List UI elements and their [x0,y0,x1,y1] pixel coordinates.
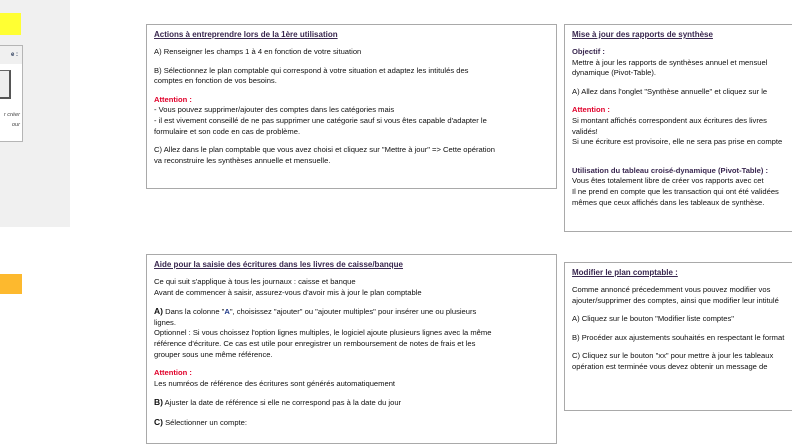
attention-label: Attention : [154,368,192,378]
step-b: B) Ajuster la date de référence si elle ne correspond pas à la date du jour [154,397,402,408]
step-a: A) Allez dans l'onglet "Synthèse annuelle" et cliquez sur le [572,86,768,96]
step-a: A) Renseigner les champs 1 à 4 en fonction de votre situation [154,47,362,56]
first-use-actions-box [146,24,557,189]
step-c: C) Sélectionner un compte: [154,416,247,427]
step-c: C) Allez dans le plan comptable que vous avez choisi et cliquez sur "Mettre à jour" => Cette opération va reconstruire les synthèses annuelle et mensuelle. [154,145,495,165]
intro: Ce qui suit s'applique à tous les journaux : caisse et banque Avant de commencer à saisir, assurez-vous d'avoir mis à jour le plan comptable [154,277,422,297]
entry-help-box [146,254,557,444]
objective-label: Objectif : [572,47,605,56]
box-title: Actions à entreprendre lors de la 1ère utilisation [154,30,338,39]
step-a: A) Dans la colonne "A", choisissez "ajouter" ou "ajouter multiples" pour insérer une ou plusieurs lignes. Optionnel : Si vous choissez l'option lignes multiples, le logiciel ajoute plusieurs lignes avec la même référence d'écriture. Ce cas est utile pour enregistrer un remboursement de notes de frais et les grouper sous une même référence. [154,306,492,359]
summary-reports-box [564,24,792,232]
yellow-highlight-cell [0,13,21,35]
objective: Objectif : Mettre à jour les rapports de synthèses annuel et mensuel dynamique (Pivot-Table). [572,47,792,79]
step-b: B) Sélectionnez le plan comptable qui correspond à votre situation et adaptez les intitulés des comptes en fonction de vos besoins. [154,65,469,86]
orange-highlight-cell [0,274,22,294]
intro: Comme annoncé précedemment vous pouvez modifier vos ajouter/supprimer des comptes, ainsi que modifier leur intitulé [572,285,779,305]
attention-label: Attention : [154,94,192,104]
mini-form-text: r créer our [3,112,20,128]
pivot-block: Utilisation du tableau croisé-dynamique (Pivot-Table) : Vous êtes totalement libre de créer vos rapports avec cet Il ne prend en compte que les transaction qui ont été validées mêmes que ceux affichés dans les tableaux de synthèse. [572,166,792,208]
modify-chart-of-accounts-box [564,262,792,411]
attention-block: Attention : - Vous pouvez supprimer/ajouter des comptes dans les catégories mais - il est vivement conseillé de ne pas supprimer une catégorie sauf si vous êtes capable d'adapter le formulaire et son code en cas de problème. [154,95,549,137]
mini-form-panel [0,45,23,142]
pivot-label: Utilisation du tableau croisé-dynamique (Pivot-Table) : [572,165,769,175]
box-title: Mise à jour des rapports de synthèse [572,30,713,39]
mini-form-button[interactable] [0,70,11,99]
box-title: Modifier le plan comptable : [572,268,678,277]
attention-block: Attention : Les numréos de référence des écritures sont générés automatiquement [154,368,549,389]
attention-block: Attention : Si montant affichés correspondent aux écritures des livres validés! Si une écriture est provisoire, elle ne sera pas prise en compte [572,105,792,147]
attention-label: Attention : [572,105,610,115]
step-b: B) Procéder aux ajustements souhaités en respectant le format [572,332,785,342]
step-c: C) Cliquez sur le bouton "xx" pour mettre à jour les tableaux opération est terminée vous devez obtenir un message de [572,351,774,371]
box-title: Aide pour la saisie des écritures dans les livres de caisse/banque [154,260,404,269]
mini-form-header: e : [0,46,22,64]
step-a: A) Cliquez sur le bouton "Modifier liste comptes" [572,314,734,324]
